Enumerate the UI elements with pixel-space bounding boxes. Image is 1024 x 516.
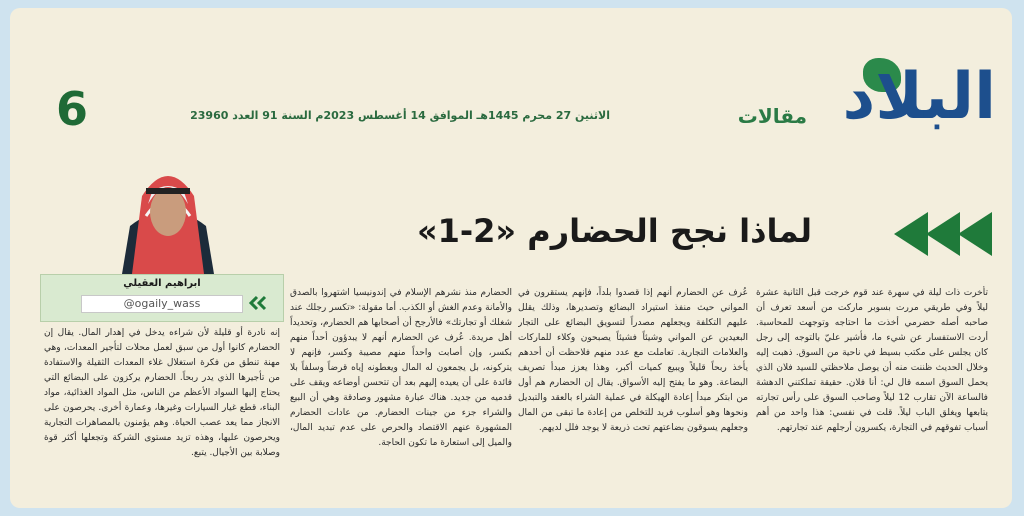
newspaper-logo <box>821 58 996 150</box>
dateline: الاثنين 27 محرم 1445هـ الموافق 14 أغسطس 2023م السنة 91 العدد 23960 <box>190 109 610 122</box>
column-text: الحضارم منذ نشرهم الإسلام في إندونيسيا اشتهروا بالصدق والأمانة وعدم الغش أو الكذب. أما مقولة: «تكسر رجلك عند شغلك أو تجارتك» فالأرجح أن أصحابها هم الحضارم، وتحديداً أهل مريدة. عُرف عن الحضارم أنهم لا يبدؤون أحداً منهم بكسر، وإن أصابت واحداً منهم مصيبة وكسر، فإنهم لا يتركونه، بل يجمعون له المال ويعطونه إياه قرضاً وسلفاً بلا فائدة على أن يعيده إليهم بعد أن تتحسن أوضاعه ويقف على قدميه من جديد. هناك عبارة مشهور وصادقة وهي أن البيع والشراء جزء من جينات الحضارم. من عادات الحضارم المشهورة عنهم الاقتصاد والحرص على عدم تبديد المال، والميل إلى استعارة ما تكون الحاجة. <box>290 288 512 448</box>
author-byline <box>40 274 284 322</box>
page-number: 6 <box>56 82 89 136</box>
column-text: تأخرت ذات ليلة في سهرة عند قوم خرجت قبل الثانية عشرة ليلاً وفي طريقي مررت بسوبر ماركت من أسعد تعرف أن صاحبه أصله حضرمي أخذت ما احتاجه وتوجهت للمحاسبة. أردت الاستفسار عن شيء ما، فأشير عليّ بالتوجه إلى رجل كان يجلس على مكتب بسيط في ناحية من السوق. ذهبت إليه وخلال الحديث ظننت منه أن يوصل ملاحظتي للسيد فلان الذي يحمل السوق اسمه قال لي: أنا فلان. حقيقة تملكتني الدهشة فالساعة الآن تقارب 12 ليلاً وصاحب السوق على رأس تجارته يتابعها ويغلق الباب ليلاً. قلت في نفسي: هذا واحد من أهم أسباب تفوقهم في التجارة، يكسرون أرجلهم عند تجارتهم. <box>756 288 988 433</box>
column-text: إنه نادرة أو قليلة لأن شراءه يدخل في إهدار المال. يقال إن الحضارم كانوا أول من سبق لعمل محلات لتأجير المعدات، وهي مهنة تنطق من فكرة استغلال غلاء المعدات الثقيلة والاستفادة من تأجيرها الذي يدر ربحاً. الحضارم يركزون على البضائع التي يحتاج إليها السواد الأعظم من الناس، مثل المواد الغذائية، مواد البناء، قطع غيار السيارات وغيرها، وعمارة أخرى. يحرصون على الانجاز مما يعد عصب الحياة. وهم يؤمنون بالمصاهرات التجارية ويحرصون عليها، وهذه تزيد مستوى الشركة وتجعلها أكثر قوة وصلابة بين الأجيال. يتبع. <box>44 328 280 458</box>
article-column-2 <box>518 286 748 498</box>
newspaper-page <box>10 8 1012 508</box>
logo-text: البلاد <box>842 60 996 134</box>
author-photo <box>102 156 234 274</box>
section-label: مقالات <box>737 104 807 128</box>
article-column-1 <box>756 286 988 498</box>
byline-chevron-icon <box>247 295 271 311</box>
article-column-4 <box>44 326 280 498</box>
article-headline: لماذا نجح الحضارم «2-1» <box>416 212 812 250</box>
author-handle: @ogaily_wass <box>81 295 243 313</box>
author-name: ابراهيم العقيلي <box>123 278 201 289</box>
column-text: عُرف عن الحضارم أنهم إذا قصدوا بلداً، فإنهم يستقرون في المواني حيث منفذ استيراد البضائع وتصديرها، وذلك يقلل عليهم التكلفة ويجعلهم مصدراً لتسويق البضائع على التجار البعيدين عن المواني وشيئاً فشيئاً يصبحون وكلاء للماركات والعلامات التجارية. تعاملت مع عدد منهم فلاحظت أن أحدهم يأخذ ربحاً قليلاً ويبيع كميات أكبر، وهذا يعزز مبدأ تصريف البضاعة. وهو ما يفتح إليه الأسواق. يقال إن الحضارم هم أول من ابتكر مبدأ إعادة الهيكلة في عملية الشراء بالعقد والتبديل ونحوها وهو أسلوب فريد للتخلص من إعادة ما تبقى من المال وجعلهم يسوقون بضاعتهم تحت ذريعة لا يوجد فلل لديهم. <box>518 288 748 433</box>
article-column-3 <box>290 286 512 498</box>
